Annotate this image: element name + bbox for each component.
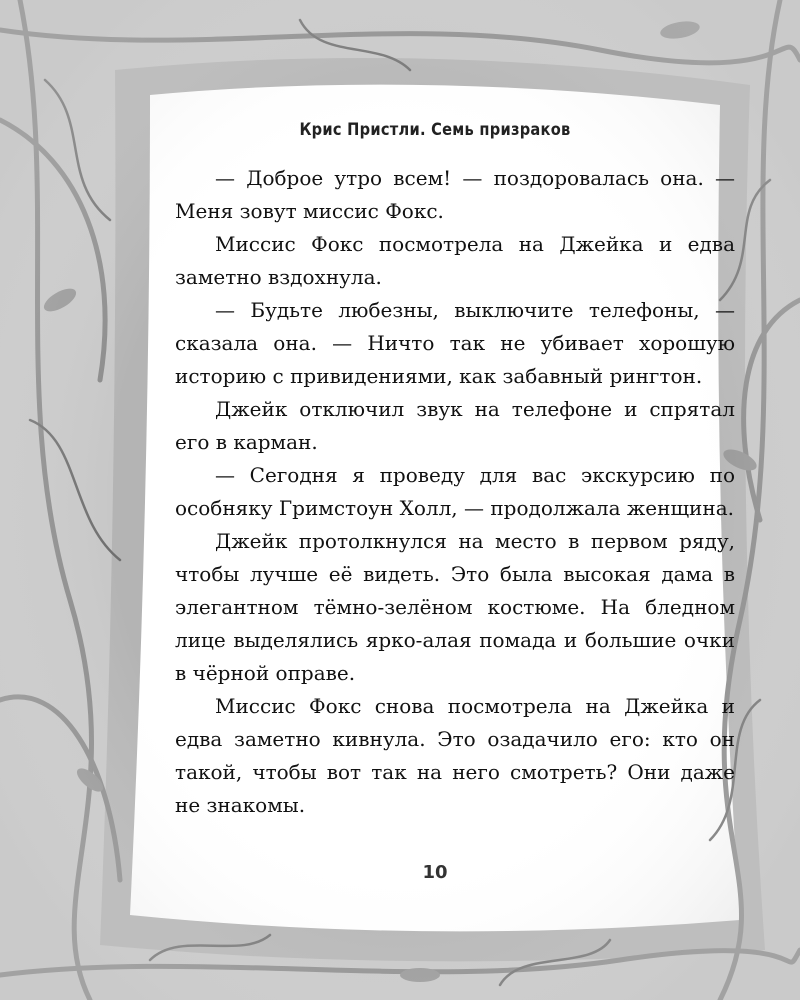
paragraph: Миссис Фокс посмотрела на Джейка и едва заметно вздохнула. (175, 232, 735, 289)
page-number: 10 (422, 862, 448, 883)
running-head: Крис Пристли. Семь призраков (299, 120, 571, 140)
paragraph: Джейк протолкнулся на место в первом ряду, чтобы лучше её видеть. Это была высокая дама в элегантном тёмно-зелёном костюме. На бледном лице выделялись ярко-алая помада и большие очки в чёрной оправе. (175, 529, 735, 685)
paragraph: Миссис Фокс снова посмотрела на Джейка и едва заметно кивнула. Это озадачило его: кто он такой, чтобы вот так на него смотреть? Они даже не знакомы. (175, 694, 735, 817)
paragraph: — Сегодня я проведу для вас экскурсию по особняку Гримстоун Холл, — продолжала женщина. (175, 463, 735, 520)
page-content (135, 100, 735, 900)
paragraph: — Будьте любезны, выключите телефоны, — сказала она. — Ничто так не убивает хорошую историю с привидениями, как забавный рингтон. (175, 298, 735, 388)
body-text (175, 162, 735, 822)
paragraph: Джейк отключил звук на телефоне и спрятал его в карман. (175, 397, 735, 454)
paragraph: — Доброе утро всем! — поздоровалась она. — Меня зовут миссис Фокс. (175, 166, 735, 223)
